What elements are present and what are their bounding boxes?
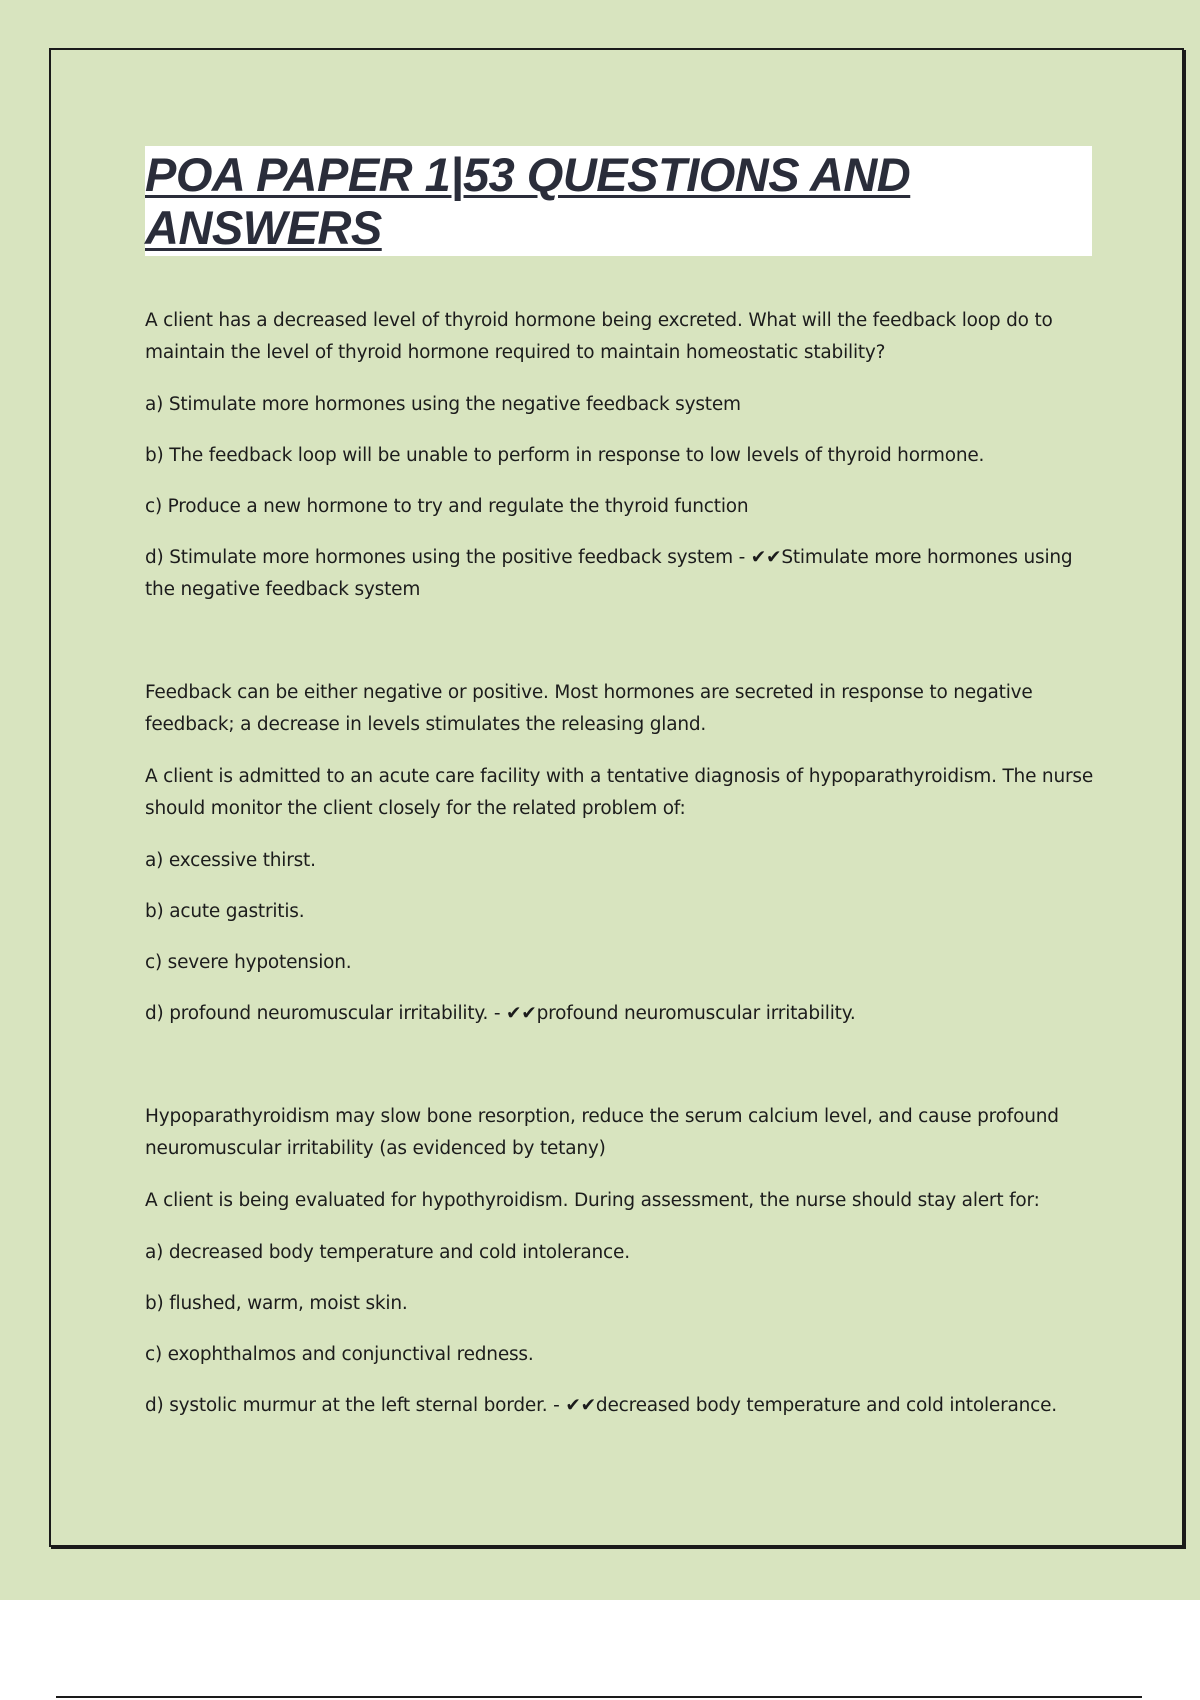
question-2-option-a: a) excessive thirst. — [145, 850, 316, 871]
question-3-option-a: a) decreased body temperature and cold intolerance. — [145, 1242, 630, 1263]
spacer — [145, 1050, 1095, 1101]
document-content — [145, 305, 1095, 1442]
spacer — [145, 626, 1095, 677]
title-box — [145, 146, 1092, 256]
question-1: A client has a decreased level of thyroid hormone being excreted. What will the feedback loop do to maintain the level of thyroid hormone required to maintain homeostatic stability? — [145, 310, 1053, 363]
question-1-option-a: a) Stimulate more hormones using the negative feedback system — [145, 394, 741, 415]
question-2-rationale: Hypoparathyroidism may slow bone resorption, reduce the serum calcium level, and cause profound neuromuscular irritability (as evidenced by tetany) — [145, 1106, 1059, 1159]
question-1-option-c: c) Produce a new hormone to try and regulate the thyroid function — [145, 496, 749, 517]
question-3-option-d-answer: d) systolic murmur at the left sternal border. - ✔✔decreased body temperature and cold intolerance. — [145, 1395, 1057, 1416]
question-3-option-c: c) exophthalmos and conjunctival redness. — [145, 1344, 534, 1365]
document-title: POA PAPER 1|53 QUESTIONS AND ANSWERS — [145, 148, 911, 254]
question-1-rationale: Feedback can be either negative or positive. Most hormones are secreted in response to negative feedback; a decrease in levels stimulates the releasing gland. — [145, 682, 1033, 735]
question-2-option-b: b) acute gastritis. — [145, 901, 305, 922]
question-2-option-d-answer: d) profound neuromuscular irritability. - ✔✔profound neuromuscular irritability. — [145, 1003, 856, 1024]
footer-rule — [56, 1696, 1142, 1698]
question-2: A client is admitted to an acute care facility with a tentative diagnosis of hypoparathyroidism. The nurse should monitor the client closely for the related problem of: — [145, 766, 1094, 819]
question-1-option-b: b) The feedback loop will be unable to perform in response to low levels of thyroid hormone. — [145, 445, 985, 466]
question-1-option-d-answer: d) Stimulate more hormones using the positive feedback system - ✔✔Stimulate more hormones using the negative feedback system — [145, 547, 1073, 600]
question-3: A client is being evaluated for hypothyroidism. During assessment, the nurse should stay alert for: — [145, 1190, 1040, 1211]
question-2-option-c: c) severe hypotension. — [145, 952, 352, 973]
question-3-option-b: b) flushed, warm, moist skin. — [145, 1293, 408, 1314]
